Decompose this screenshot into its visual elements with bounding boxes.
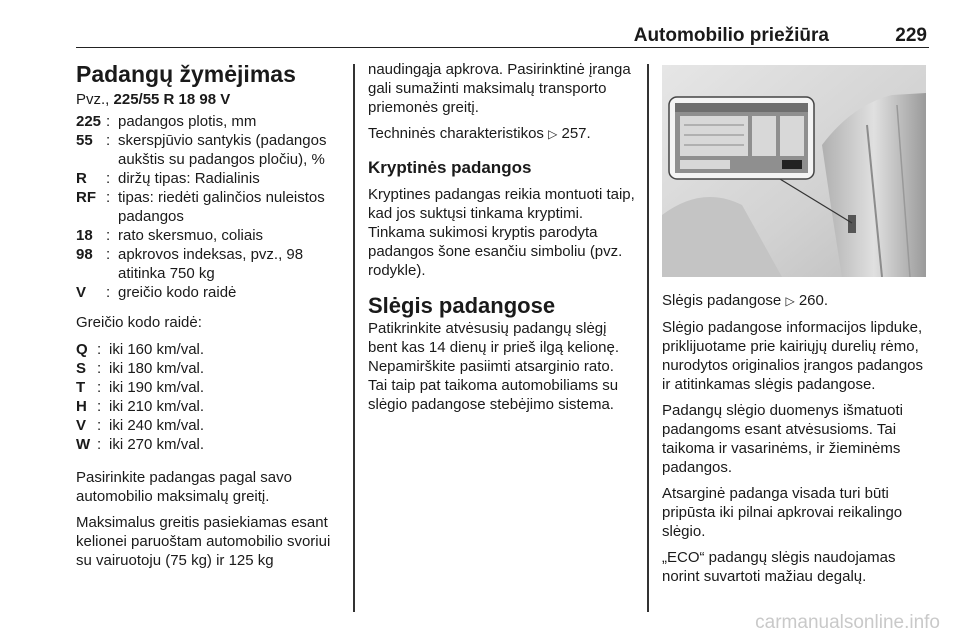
definition-sep: : — [106, 113, 111, 130]
definition-desc: tipas: riedėti galinčios nuleistos padangos — [118, 189, 325, 225]
definition-sep: : — [106, 246, 111, 263]
paragraph: Patikrinkite atvėsusių padangų slėgį bent kas 14 dienų ir prieš ilgą kelionę. Nepamirškite pasiimti atsarginio rato. Tai taip pat taikoma automobiliams su slėgio padangose stebėjimo sistema. — [368, 320, 619, 413]
definition-desc: iki 210 km/val. — [109, 398, 205, 415]
column-2 — [368, 60, 636, 421]
definition-desc: skerspjūvio santykis (padangos aukštis su padangos pločiu), % — [118, 132, 327, 168]
definition-desc: padangos plotis, mm — [118, 113, 257, 130]
tyre-pressure-label-photo — [662, 65, 926, 277]
example-line — [76, 90, 344, 109]
definition-desc: iki 240 km/val. — [109, 417, 205, 434]
definition-sep: : — [97, 360, 102, 377]
page-ref-icon: ▷ — [548, 127, 558, 141]
column-1 — [76, 60, 344, 577]
definition-key: W — [76, 436, 91, 453]
definition-sep: : — [97, 379, 102, 396]
definition-row — [76, 245, 344, 283]
definition-row — [76, 169, 344, 188]
speed-list — [76, 340, 344, 454]
definition-sep: : — [106, 284, 111, 301]
definition-key: RF — [76, 189, 96, 206]
paragraph: Pasirinkite padangas pagal savo automobilio maksimalų greitį. — [76, 469, 292, 505]
definition-row — [76, 188, 344, 226]
definition-list — [76, 112, 344, 302]
column-3 — [662, 60, 930, 593]
definition-key: 55 — [76, 132, 93, 149]
paragraph: Slėgio padangose informacijos lipduke, priklijuotame prie kairiųjų durelių rėmo, nurodytos originalios įrangos padangos ir atitinkamas slėgis padangose. — [662, 319, 924, 393]
speed-intro: Greičio kodo raidė: — [76, 314, 202, 331]
definition-sep: : — [106, 170, 111, 187]
pressure-reference[interactable]: Slėgis padangose ▷ 260. — [662, 292, 829, 309]
paragraph: Padangų slėgio duomenys išmatuoti padangoms esant atvėsusioms. Tai taikoma ir vasarinėms, ir žieminėms padangos. — [662, 402, 903, 476]
definition-row — [76, 283, 344, 302]
paragraph: Atsarginė padanga visada turi būti pripūsta iki pilnai apkrovai reikalingo slėgio. — [662, 485, 903, 540]
definition-row — [76, 435, 344, 454]
definition-desc: iki 160 km/val. — [109, 341, 205, 358]
definition-desc: iki 190 km/val. — [109, 379, 205, 396]
page-ref-icon: ▷ — [785, 294, 795, 308]
definition-key: R — [76, 170, 87, 187]
definition-desc: rato skersmuo, coliais — [118, 227, 264, 244]
column-divider-2 — [647, 64, 649, 612]
definition-key: 225 — [76, 113, 102, 130]
definition-key: H — [76, 398, 87, 415]
definition-row — [76, 397, 344, 416]
definition-sep: : — [106, 227, 111, 244]
tyre-marking-heading: Padangų žymėjimas — [76, 61, 296, 87]
paragraph: naudingąja apkrova. Pasirinktinė įranga gali sumažinti maksimalų transporto priemonės greitį. — [368, 61, 631, 116]
definition-row — [76, 378, 344, 397]
example-code: 225/55 R 18 98 V — [113, 91, 231, 108]
column-divider-1 — [353, 64, 355, 612]
definition-row — [76, 416, 344, 435]
page-header — [76, 25, 929, 48]
speed-section — [76, 313, 344, 454]
definition-row — [76, 340, 344, 359]
definition-desc: greičio kodo raidė — [118, 284, 237, 301]
definition-sep: : — [106, 189, 111, 206]
definition-key: T — [76, 379, 86, 396]
paragraph: Maksimalus greitis pasiekiamas esant kelionei paruoštam automobilio svoriui su vairuotoju (75 kg) ir 125 kg — [76, 514, 331, 569]
definition-row — [76, 359, 344, 378]
section-title: Automobilio priežiūra — [633, 25, 829, 46]
definition-key: 98 — [76, 246, 93, 263]
paragraph: Kryptines padangas reikia montuoti taip, kad jos suktųsi tinkama kryptimi. Tinkama sukimosi kryptis parodyta padangos šone esančiu simboliu (pvz. rodykle). — [368, 186, 635, 279]
definition-sep: : — [97, 417, 102, 434]
definition-key: V — [76, 284, 87, 301]
definition-sep: : — [106, 132, 111, 149]
watermark: carmanualsonline.info — [755, 612, 940, 633]
directional-tyres-heading: Kryptinės padangos — [368, 158, 532, 177]
definition-key: Q — [76, 341, 88, 358]
definition-sep: : — [97, 398, 102, 415]
tech-reference[interactable]: Techninės charakteristikos ▷ 257. — [368, 125, 591, 142]
tyre-pressure-heading: Slėgis padangose — [368, 293, 556, 318]
definition-key: V — [76, 417, 87, 434]
example-prefix: Pvz., — [76, 91, 114, 108]
definition-key: S — [76, 360, 87, 377]
paragraph: „ECO“ padangų slėgis naudojamas norint suvartoti mažiau degalų. — [662, 549, 896, 585]
definition-sep: : — [97, 436, 102, 453]
definition-row — [76, 131, 344, 169]
definition-desc: diržų tipas: Radialinis — [118, 170, 260, 187]
definition-desc: iki 180 km/val. — [109, 360, 205, 377]
definition-row — [76, 112, 344, 131]
page-number: 229 — [895, 25, 927, 46]
definition-row — [76, 226, 344, 245]
definition-desc: apkrovos indeksas, pvz., 98 atitinka 750 kg — [118, 246, 304, 282]
definition-desc: iki 270 km/val. — [109, 436, 205, 453]
definition-key: 18 — [76, 227, 93, 244]
definition-sep: : — [97, 341, 102, 358]
